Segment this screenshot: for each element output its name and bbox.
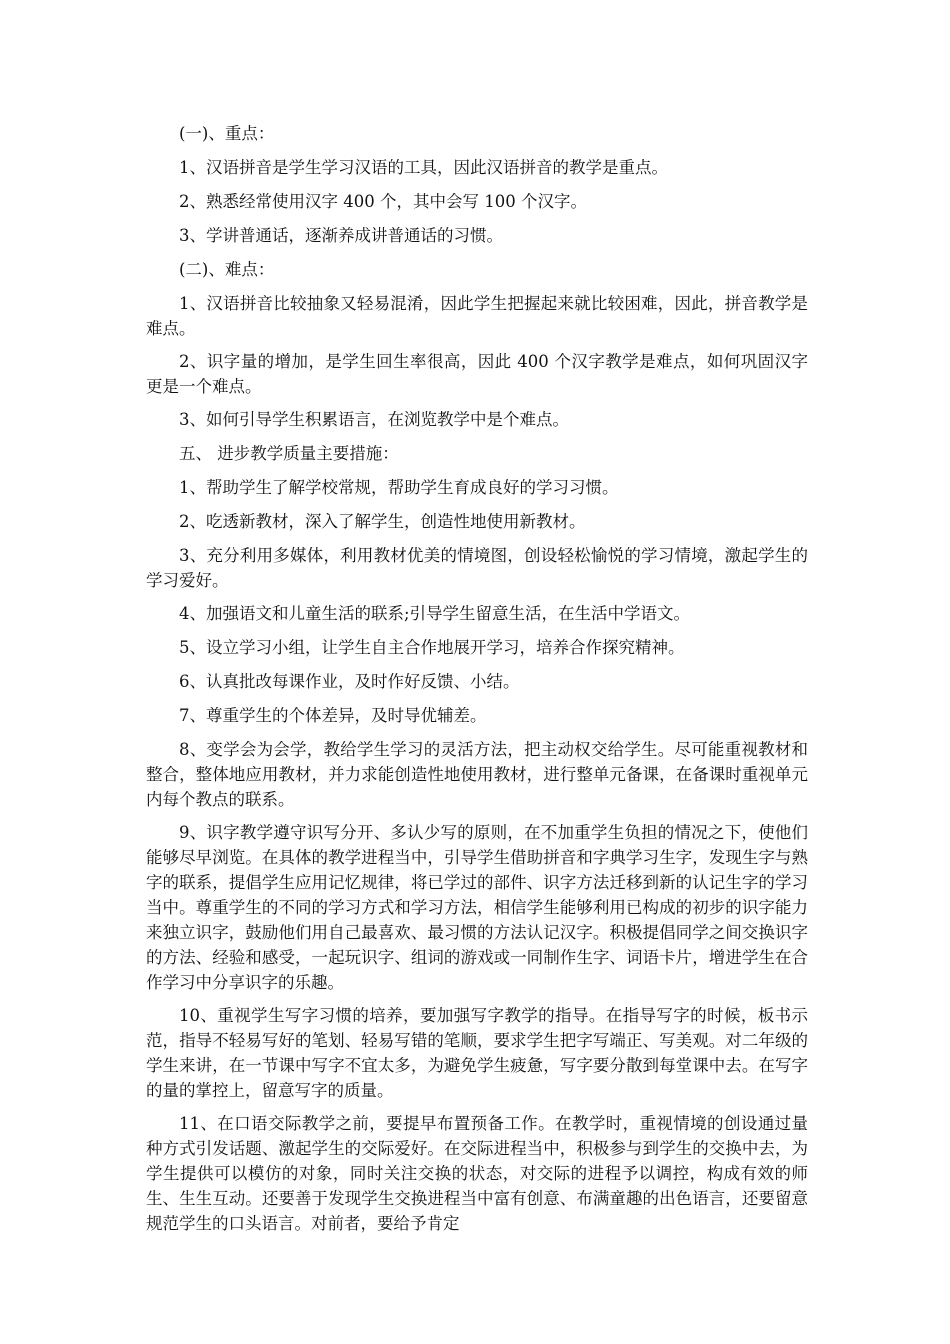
section-heading-key-points: (一)、重点： (179, 124, 275, 143)
paragraph: 3、学讲普通话，逐渐养成讲普通话的习惯。 (179, 226, 503, 245)
paragraph: 4、加强语文和儿童生活的联系;引导学生留意生活，在生活中学语文。 (179, 604, 691, 623)
paragraph: 1、帮助学生了解学校常规，帮助学生育成良好的学习习惯。 (179, 478, 619, 497)
paragraph: 2、熟悉经常使用汉字 400 个，其中会写 100 个汉字。 (179, 192, 587, 211)
section-heading-difficulties: (二)、难点： (179, 260, 275, 279)
paragraph: 2、识字量的增加，是学生回生率很高，因此 400 个汉字教学是难点，如何巩固汉字更是一个难点。 (146, 352, 808, 396)
paragraph: 5、设立学习小组，让学生自主合作地展开学习，培养合作探究精神。 (179, 638, 685, 657)
paragraph: 6、认真批改每课作业，及时作好反馈、小结。 (179, 672, 520, 691)
paragraph: 1、汉语拼音是学生学习汉语的工具，因此汉语拼音的教学是重点。 (179, 158, 668, 177)
document-body (146, 121, 808, 1244)
paragraph: 10、重视学生写字习惯的培养，要加强写字教学的指导。在指导写字的时候，板书示范，指导不轻易写好的笔划、轻易写错的笔顺，要求学生把字写端正、写美观。对二年级的学生来讲，在一节课中写字不宜太多，为避免学生疲惫，写字要分散到每堂课中去。在写字的量的掌控上，留意写字的质量。 (146, 1006, 808, 1100)
paragraph: 3、如何引导学生积累语言，在浏览教学中是个难点。 (179, 410, 569, 429)
paragraph: 8、变学会为会学，教给学生学习的灵活方法，把主动权交给学生。尽可能重视教材和整合，整体地应用教材，并力求能创造性地使用教材，进行整单元备课，在备课时重视单元内每个教点的联系。 (146, 740, 808, 809)
paragraph: 11、在口语交际教学之前，要提早布置预备工作。在教学时，重视情境的创设通过量种方式引发话题、激起学生的交际爱好。在交际进程当中，积极参与到学生的交换中去，为学生提供可以模仿的对象，同时关注交换的状态，对交际的进程予以调控，构成有效的师生、生生互动。还要善于发现学生交换进程当中富有创意、布满童趣的出色语言，还要留意规范学生的口头语言。对前者，要给予肯定 (146, 1114, 808, 1233)
paragraph: 7、尊重学生的个体差异，及时导优辅差。 (179, 706, 487, 725)
paragraph: 1、汉语拼音比较抽象又轻易混淆，因此学生把握起来就比较困难，因此，拼音教学是难点。 (146, 294, 808, 338)
section-heading-measures: 五、 进步教学质量主要措施： (179, 444, 399, 463)
paragraph: 3、充分利用多媒体，利用教材优美的情境图，创设轻松愉悦的学习情境，激起学生的学习爱好。 (146, 546, 808, 590)
paragraph: 9、识字教学遵守识写分开、多认少写的原则，在不加重学生负担的情况之下，使他们能够尽早浏览。在具体的教学进程当中，引导学生借助拼音和字典学习生字，发现生字与熟字的联系，提倡学生应用记忆规律，将已学过的部件、识字方法迁移到新的认记生字的学习当中。尊重学生的不同的学习方式和学习方法，相信学生能够利用已构成的初步的识字能力来独立识字，鼓励他们用自己最喜欢、最习惯的方法认记汉字。积极提倡同学之间交换识字的方法、经验和感受，一起玩识字、组词的游戏或一同制作生字、词语卡片，增进学生在合作学习中分享识字的乐趣。 (146, 823, 808, 992)
paragraph: 2、吃透新教材，深入了解学生，创造性地使用新教材。 (179, 512, 586, 531)
